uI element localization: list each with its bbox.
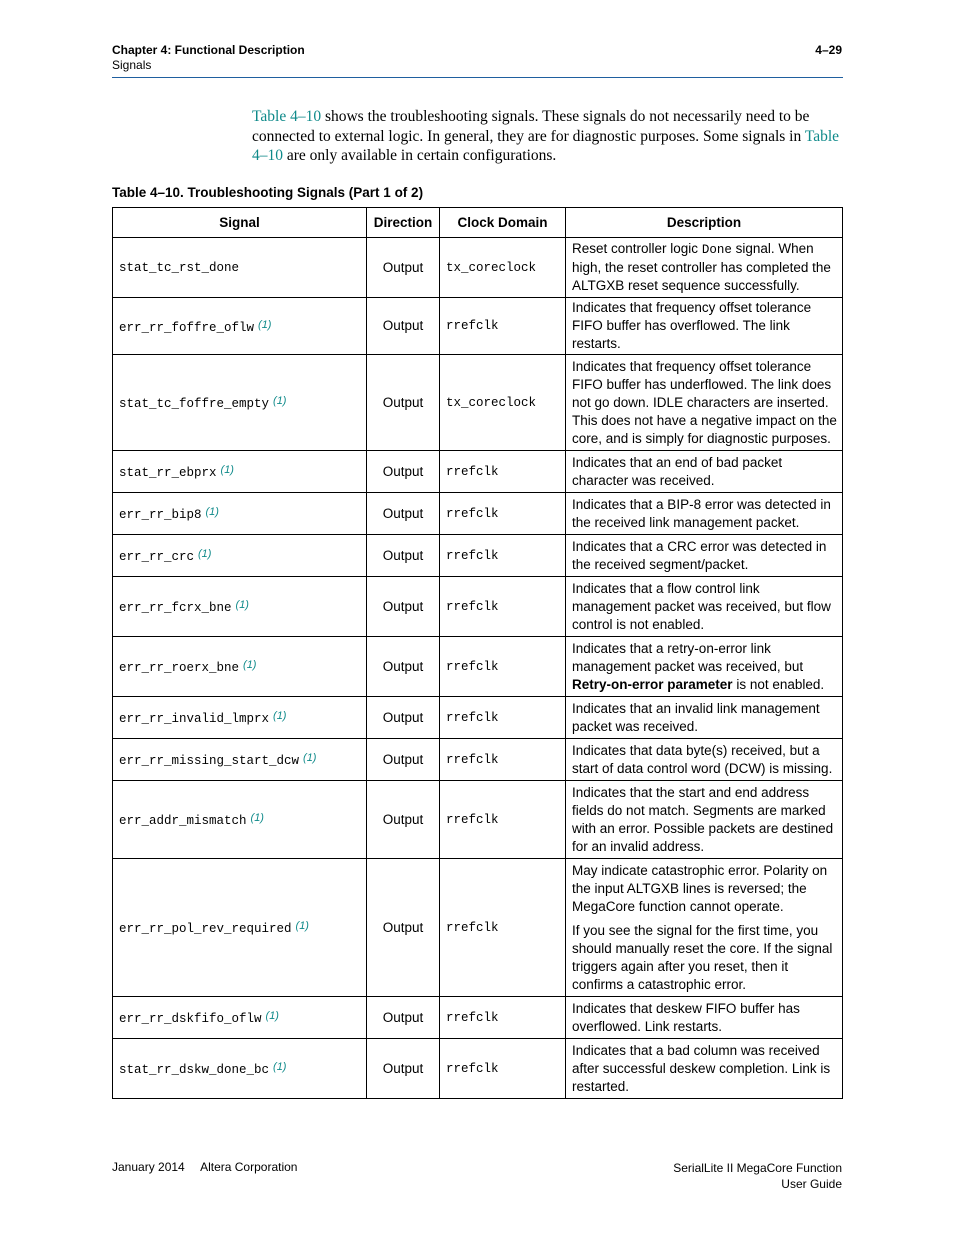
clock-domain-cell: rrefclk [440,1039,566,1099]
signal-cell [113,577,367,637]
footnote-ref: (1) [220,464,234,476]
table-header-row [113,208,843,238]
description-cell [566,493,843,535]
direction-cell: Output [367,739,440,781]
description-text: Indicates that the start and end address fields do not match. Segments are marked with an error. Possible packets are destined for an invalid address. [572,784,834,854]
direction-cell: Output [367,493,440,535]
clock-domain-cell: rrefclk [440,298,566,355]
direction-cell: Output [367,298,440,355]
signal-name: stat_tc_rst_done [119,260,240,275]
troubleshooting-signals-table [112,207,843,1099]
header-section: Signals [112,58,152,72]
table-row [113,577,843,637]
description-text: Indicates that an end of bad packet character was received. [572,454,783,488]
description-cell [566,238,843,298]
table-row [113,697,843,739]
signal-cell [113,697,367,739]
description-text: Indicates that frequency offset tolerance FIFO buffer has overflowed. The link restarts. [572,300,812,351]
description-cell [566,535,843,577]
signal-name: err_rr_roerx_bne [119,661,240,675]
table-row [113,997,843,1039]
col-header-direction: Direction [367,208,440,238]
clock-domain-cell: rrefclk [440,451,566,493]
description-cell [566,298,843,355]
signal-cell [113,637,367,697]
description-text: Indicates that frequency offset tolerance FIFO buffer has underflowed. The link does not go down. IDLE characters are inserted. This does not have a negative impact on the core, and is simply for diagnostic purposes. [572,358,837,446]
table-row [113,298,843,355]
col-header-description: Description [566,208,843,238]
description-text: Indicates that data byte(s) received, but a start of data control word (DCW) is missing. [572,742,833,776]
description-cell [566,637,843,697]
clock-domain-cell: tx_coreclock [440,355,566,451]
signal-name: err_rr_missing_start_dcw [119,754,300,768]
intro-text: shows the troubleshooting signals. These signals do not necessarily need to be connected to external logic. In general, they are for diagnostic purposes. Some signals in [252,108,810,145]
table-row [113,451,843,493]
direction-cell: Output [367,997,440,1039]
footnote-ref: (1) [265,1010,279,1022]
signal-cell [113,451,367,493]
signal-cell [113,997,367,1039]
clock-domain-cell: rrefclk [440,577,566,637]
description-cell [566,997,843,1039]
clock-domain-cell: tx_coreclock [440,238,566,298]
footnote-ref: (1) [258,318,272,331]
direction-cell: Output [367,535,440,577]
description-text: Reset controller logic [572,241,702,256]
clock-domain-cell: rrefclk [440,697,566,739]
signal-name: stat_rr_dskw_done_bc [119,1063,270,1077]
table-row [113,1039,843,1099]
footnote-ref: (1) [303,752,317,764]
footer-product: SerialLite II MegaCore Function [673,1161,842,1175]
signal-name: err_rr_crc [119,550,195,564]
description-text: Indicates that a BIP-8 error was detected in the received link management packet. [572,496,831,530]
signal-cell [113,739,367,781]
description-text: Indicates that an invalid link management packet was received. [572,700,820,734]
direction-cell: Output [367,1039,440,1099]
direction-cell: Output [367,637,440,697]
footnote-ref: (1) [273,1061,287,1073]
direction-cell: Output [367,697,440,739]
table-row [113,535,843,577]
direction-cell: Output [367,355,440,451]
signal-name: err_addr_mismatch [119,814,247,828]
description-text: Indicates that deskew FIFO buffer has overflowed. Link restarts. [572,1000,800,1034]
signal-name: err_rr_dskfifo_oflw [119,1012,262,1026]
footer-right [673,1160,842,1192]
description-cell [566,451,843,493]
description-cell [566,859,843,997]
footnote-ref: (1) [235,599,249,611]
clock-domain-cell: rrefclk [440,859,566,997]
direction-cell: Output [367,859,440,997]
description-text: May indicate catastrophic error. Polarity on the input ALTGXB lines is reversed; the MegaCore function cannot operate. [572,862,828,914]
direction-cell: Output [367,238,440,298]
table-row [113,355,843,451]
footnote-ref: (1) [205,506,219,518]
signal-cell [113,238,367,298]
table-caption: Table 4–10. Troubleshooting Signals (Part 1 of 2) [112,185,424,200]
signal-name: err_rr_fcrx_bne [119,601,232,615]
footnote-ref: (1) [198,548,212,560]
description-cell [566,697,843,739]
direction-cell: Output [367,781,440,859]
table-row [113,739,843,781]
description-cell [566,1039,843,1099]
signal-cell [113,493,367,535]
table-link[interactable]: Table 4–10 [252,127,840,164]
description-text: Indicates that a CRC error was detected in the received segment/packet. [572,538,827,572]
description-text: Indicates that a flow control link management packet was received, but flow control is not enabled. [572,580,831,632]
table-body [113,238,843,1099]
clock-domain-cell: rrefclk [440,781,566,859]
footnote-ref: (1) [273,395,287,407]
signal-cell [113,298,367,355]
signal-name: err_rr_pol_rev_required [119,922,292,936]
table-row [113,493,843,535]
table-row [113,781,843,859]
col-header-clock-domain: Clock Domain [440,208,566,238]
description-cell [566,781,843,859]
direction-cell: Output [367,577,440,637]
clock-domain-cell: rrefclk [440,739,566,781]
table-row [113,859,843,997]
clock-domain-cell: rrefclk [440,997,566,1039]
clock-domain-cell: rrefclk [440,535,566,577]
footer-left [112,1160,297,1174]
table-link[interactable]: Table 4–10 [252,108,322,125]
footnote-ref: (1) [250,812,264,824]
footnote-ref: (1) [273,710,287,722]
signal-code: Done [701,243,732,257]
header-page-number: 4–29 [815,43,842,57]
footer-date: January 2014 [112,1160,185,1174]
direction-cell: Output [367,451,440,493]
description-text: signal. When high, the reset controller has completed the ALTGXB reset sequence successfully. [572,241,831,293]
description-cell [566,355,843,451]
signal-name: stat_tc_foffre_empty [119,397,270,411]
description-text: is not enabled. [732,676,825,692]
signal-cell [113,535,367,577]
table-row [113,637,843,697]
col-header-signal: Signal [113,208,367,238]
signal-cell [113,355,367,451]
footnote-ref: (1) [295,920,309,932]
signal-name: stat_rr_ebprx [119,466,217,480]
footer-company: Altera Corporation [200,1160,298,1174]
description-cell [566,739,843,781]
clock-domain-cell: rrefclk [440,493,566,535]
signal-name: err_rr_bip8 [119,508,202,522]
clock-domain-cell: rrefclk [440,637,566,697]
description-text: Indicates that a bad column was received after successful deskew completion. Link is restarted. [572,1042,831,1094]
intro-paragraph [252,107,844,166]
signal-name: err_rr_foffre_oflw [119,320,255,335]
header-rule [112,77,843,78]
signal-cell [113,781,367,859]
description-cell [566,577,843,637]
signal-cell [113,1039,367,1099]
running-header [112,43,305,73]
parameter-name: Retry-on-error parameter [572,676,733,692]
intro-text: are only available in certain configurations. [283,147,557,164]
footnote-ref: (1) [243,659,257,671]
description-text: If you see the signal for the first time, you should manually reset the core. If the signal triggers again after you reset, then it confirms a catastrophic error. [572,922,833,992]
header-chapter: Chapter 4: Functional Description [112,43,305,57]
description-text: Indicates that a retry-on-error link management packet was received, but [572,640,804,674]
signal-cell [113,859,367,997]
signal-name: err_rr_invalid_lmprx [119,712,270,726]
footer-doc: User Guide [781,1177,842,1191]
table-row [113,238,843,298]
